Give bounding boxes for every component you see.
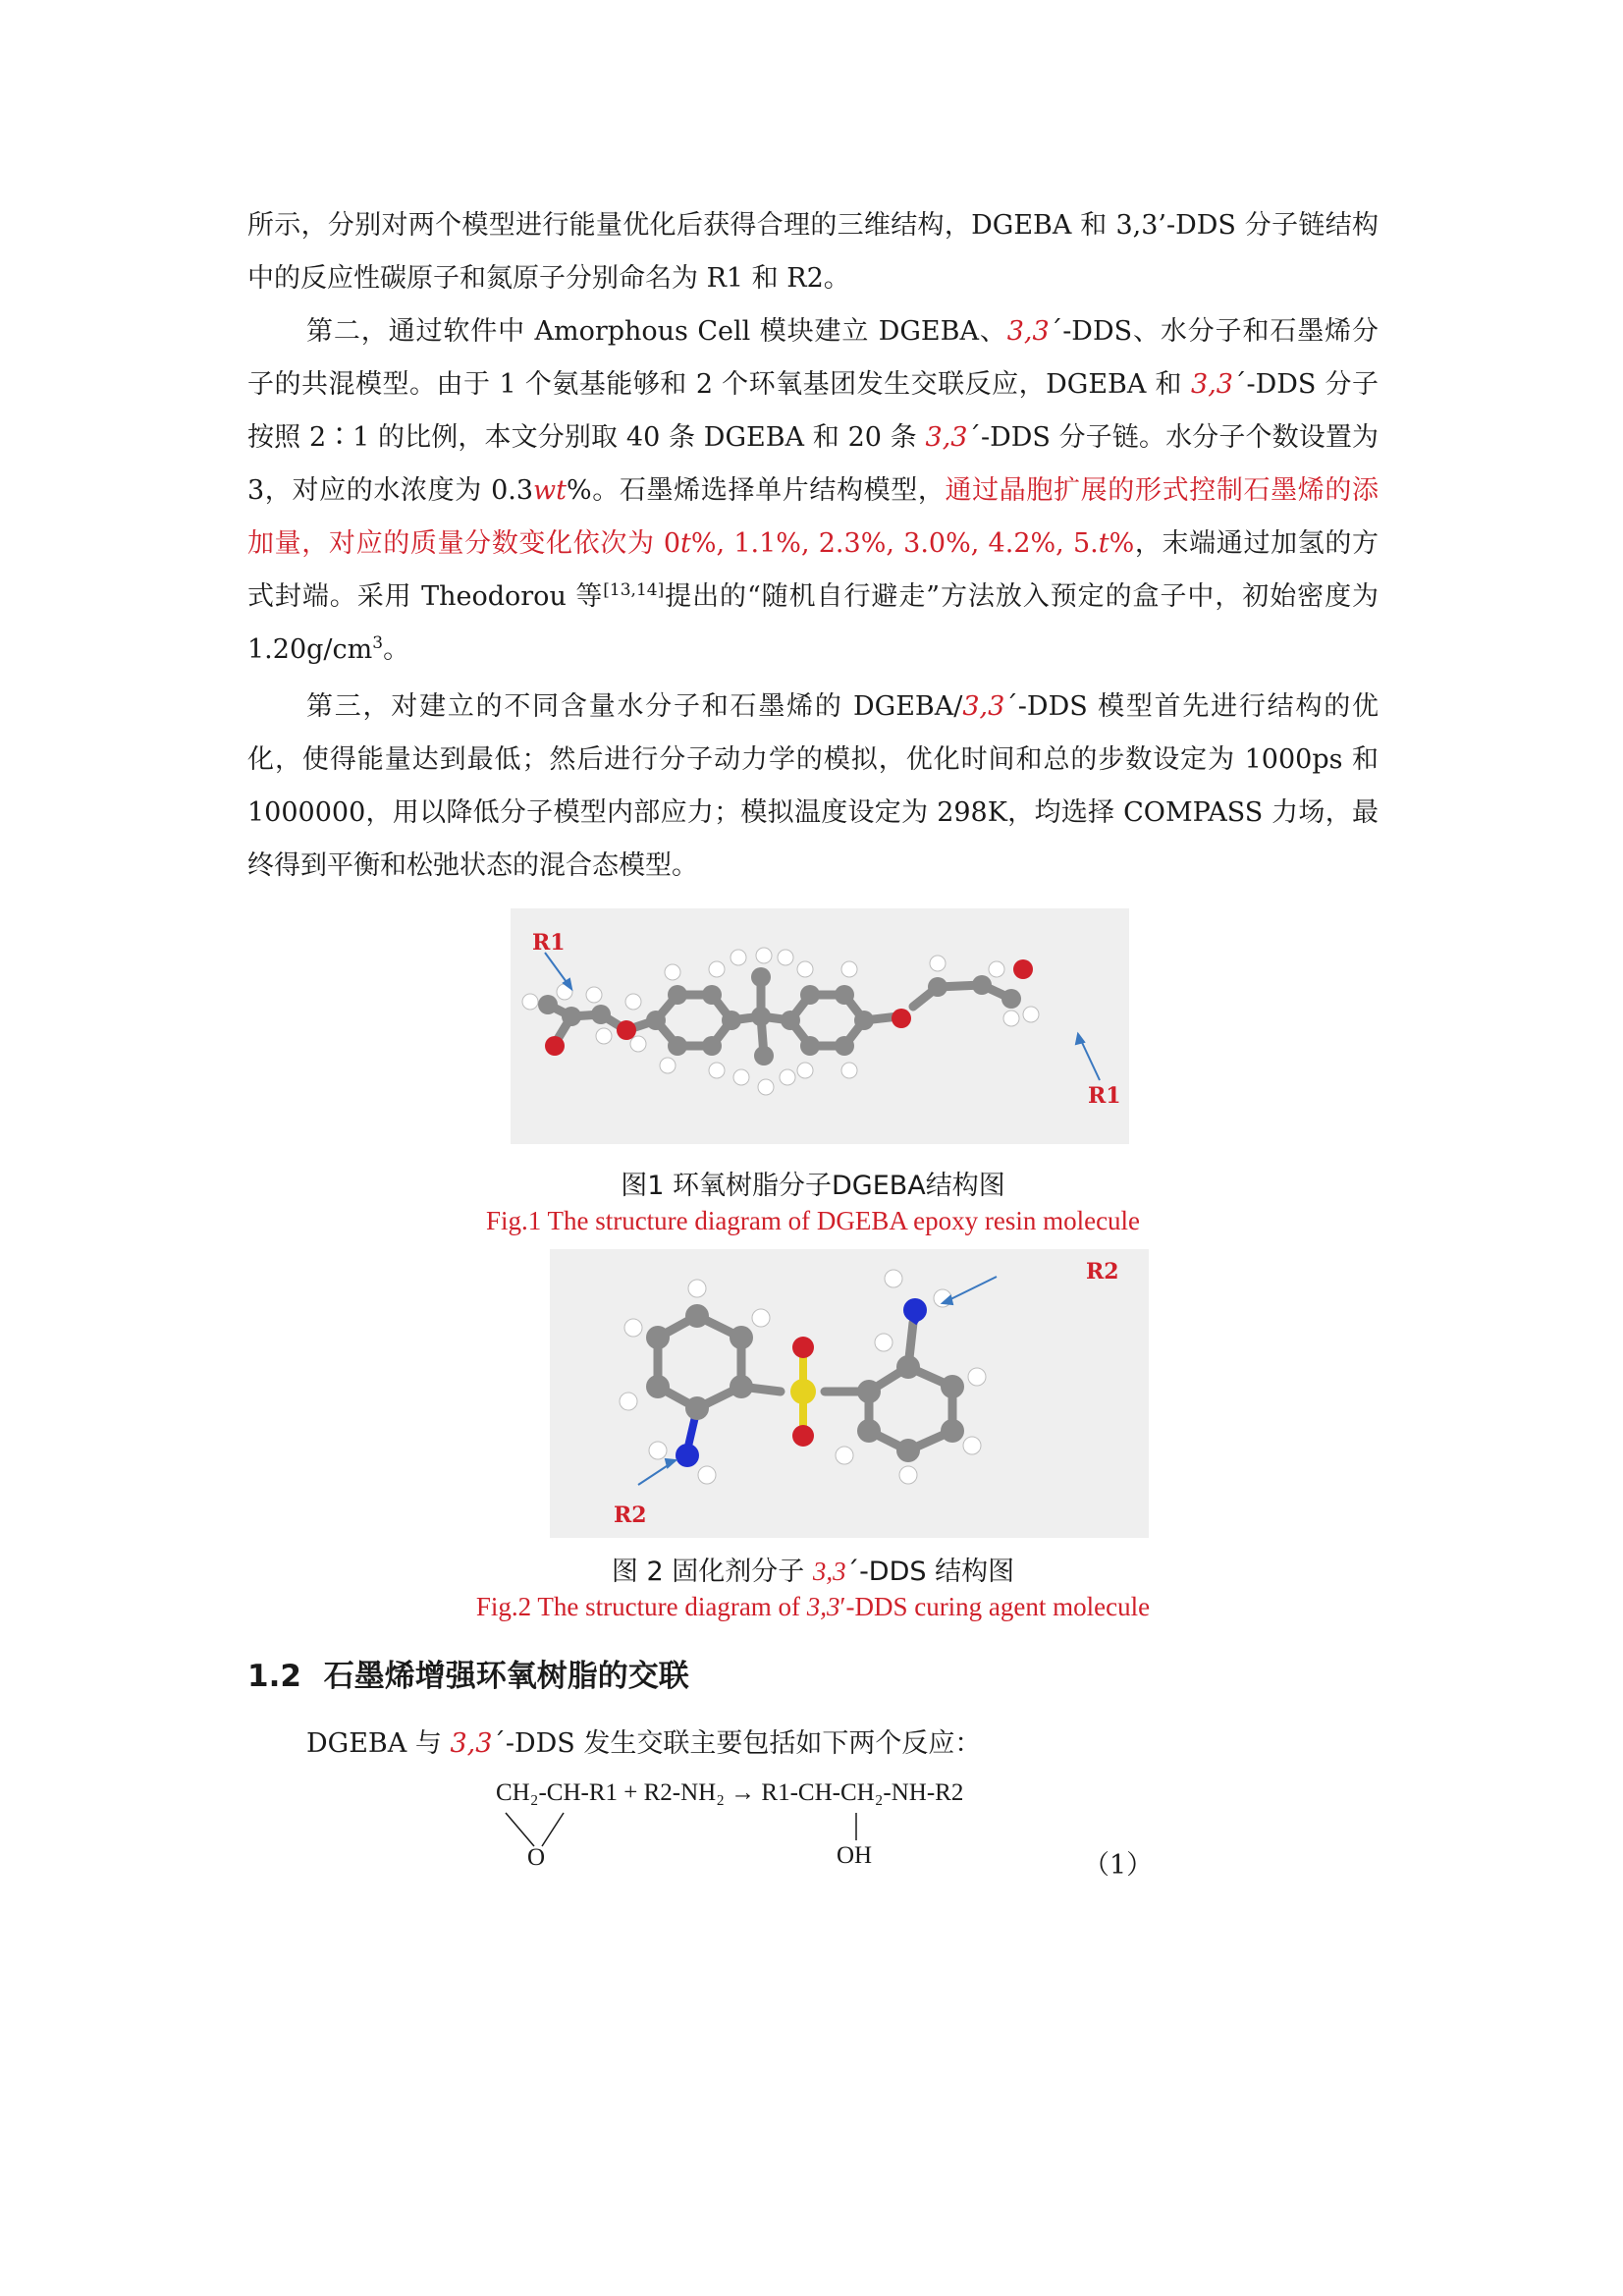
p2-text-g: ´-DDS 分子链。水分子个数设置为 3，对应的水浓度为 0.3 — [247, 422, 1379, 506]
p2-text-e: ´-DDS 分子按照 2∶1 的比例，本文分别取 40 条 DGEBA 和 20 条 — [247, 369, 1379, 453]
equation-epoxide-oxygen: O — [527, 1844, 546, 1871]
fig2-en-33: 3,3 — [806, 1592, 840, 1621]
p2-red-t2: t — [1098, 528, 1109, 559]
r2-label-bottom: R2 — [614, 1503, 647, 1528]
p2-red-sentence: 通过晶胞扩展的形式控制石墨烯的添加量，对应的质量分数变化依次为 0 — [247, 475, 1380, 559]
p2-red-33-b: 3,3 — [1191, 369, 1233, 400]
equation-number: （1） — [1083, 1850, 1154, 1881]
p2-red-33-a: 3,3 — [1006, 316, 1050, 347]
figure-1-caption-en: Fig.1 The structure diagram of DGEBA epoxy resin molecule — [485, 1206, 1141, 1235]
fig2-en-c: ′-DDS curing agent molecule — [839, 1592, 1151, 1621]
p2-red-values: %, 1.1%, 2.3%, 3.0%, 4.2%, 5. — [690, 528, 1099, 559]
citation-13-14[interactable]: [13,14] — [603, 580, 665, 600]
fig2-cn-c: ´-DDS 结构图 — [845, 1557, 1015, 1587]
equation-bonds — [491, 1768, 1178, 1876]
p2-text-c: ´-DDS、水分子和石墨烯分子的共混模型。由于 1 个氨基能够和 2 个环氧基团发生交联反应，DGEBA 和 — [247, 316, 1379, 400]
figure-1-dgeba-image — [511, 908, 1129, 1144]
r1-label-top: R1 — [532, 930, 566, 956]
equation-line: CH₂-CH-R1 + R2-NH₂ → R1-CH-CH₂-NH-R2 — [496, 1779, 964, 1806]
paragraph-1 — [247, 199, 1379, 305]
paragraph-3 — [247, 681, 1379, 893]
equation-hydroxyl: OH — [837, 1842, 873, 1869]
r2-label-top: R2 — [1086, 1259, 1119, 1285]
p2-text-o: ，末端通过加氢的方式封端。采用 Theodorou 等 — [247, 528, 1380, 612]
fig2-en-a: Fig.2 The structure diagram of — [475, 1592, 807, 1621]
fig2-cn-33: 3,3 — [812, 1557, 846, 1586]
section-number: 1.2 — [247, 1659, 301, 1694]
p4-text-a: DGEBA 与 — [306, 1728, 451, 1759]
p4-text-c: ´-DDS 发生交联主要包括如下两个反应： — [492, 1728, 982, 1759]
p3-text-c: ´-DDS 模型首先进行结构的优化，使得能量达到最低；然后进行分子动力学的模拟，优化时间和总的步数设定为 1000ps 和 1000000，用以降低分子模型内部应力；模拟温度设定为 298K，均选择 COMPASS 力场，最终得到平衡和松弛状态的混合态模型。 — [247, 691, 1379, 881]
section-title: 石墨烯增强环氧树脂的交联 — [323, 1659, 689, 1694]
p2-text-i: %。石墨烯选择单片结构模型， — [567, 475, 946, 506]
fig2-cn-a: 图 2 固化剂分子 — [611, 1557, 813, 1587]
p2-red-33-c: 3,3 — [925, 422, 968, 453]
p2-text-p: 提出的“随机自行避走”方法放入预定的盒子中，初始密度为 1.20g/cm — [247, 581, 1379, 665]
p3-text-a: 第三，对建立的不同含量水分子和石墨烯的 DGEBA/ — [306, 691, 963, 722]
figure-2-caption-cn — [247, 1550, 1379, 1588]
paragraph-1-text: 所示，分别对两个模型进行能量优化后获得合理的三维结构，DGEBA 和 3,3’-DDS 分子链结构中的反应性碳原子和氮原子分别命名为 R1 和 R2。 — [247, 210, 1379, 294]
p2-red-percent: % — [1109, 528, 1135, 559]
p2-red-wt: wt — [533, 475, 567, 506]
p3-red-33: 3,3 — [962, 691, 1005, 722]
p2-red-t1: t — [680, 528, 691, 559]
p4-red-33: 3,3 — [450, 1728, 493, 1759]
p2-text-a: 第二，通过软件中 Amorphous Cell 模块建立 DGEBA、 — [306, 316, 1007, 347]
p2-superscript: 3 — [372, 633, 384, 653]
paragraph-4 — [247, 1718, 1379, 1771]
figure-2-caption-en — [247, 1592, 1379, 1622]
reaction-equation — [491, 1768, 1178, 1876]
dgeba-molecule — [511, 908, 1129, 1144]
dds-molecule — [550, 1249, 1149, 1538]
r1-label-bottom: R1 — [1088, 1083, 1121, 1109]
figure-1-caption-cn: 图1 环氧树脂分子DGEBA结构图 — [621, 1171, 1005, 1201]
p2-text-q: 。 — [383, 634, 410, 665]
figure-2-dds-image — [550, 1249, 1149, 1538]
section-heading — [247, 1651, 689, 1695]
paragraph-2 — [247, 305, 1379, 677]
